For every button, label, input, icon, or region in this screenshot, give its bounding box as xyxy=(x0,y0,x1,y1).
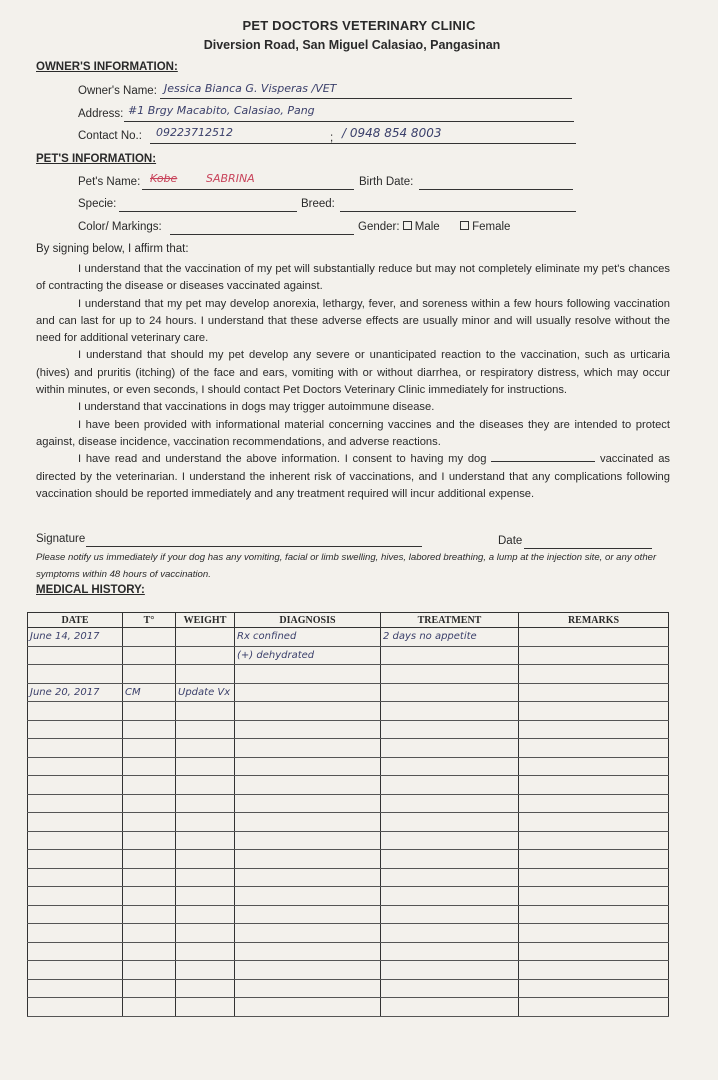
cell-date[interactable]: June 14, 2017 xyxy=(28,628,123,647)
cell-temperature[interactable] xyxy=(123,905,176,924)
cell-weight[interactable] xyxy=(176,646,235,665)
pet-name-value[interactable]: SABRINA xyxy=(206,172,255,185)
table-row xyxy=(28,646,669,665)
cell-remarks[interactable] xyxy=(519,850,669,869)
table-row xyxy=(28,905,669,924)
cell-weight[interactable] xyxy=(176,979,235,998)
col-date: DATE xyxy=(28,613,123,628)
pet-name-struck: Kobe xyxy=(150,172,178,185)
gender-label: Gender: xyxy=(358,221,400,233)
cell-treatment[interactable]: 2 days no appetite xyxy=(381,628,519,647)
consent-p1: I understand that the vaccination of my pet will substantially reduce but may not completely eliminate my pet's chances of contracting the disease or diseases vaccinated against. xyxy=(36,263,670,293)
cell-remarks[interactable] xyxy=(519,998,669,1017)
owner-name-line xyxy=(160,98,572,99)
cell-date[interactable] xyxy=(28,665,123,684)
cell-diagnosis[interactable]: (+) dehydrated xyxy=(235,646,381,665)
cell-remarks[interactable] xyxy=(519,757,669,776)
contact-label: Contact No.: xyxy=(78,130,142,142)
cell-weight[interactable] xyxy=(176,628,235,647)
cell-date[interactable] xyxy=(28,646,123,665)
cell-remarks[interactable] xyxy=(519,646,669,665)
cell-temperature[interactable] xyxy=(123,720,176,739)
cell-remarks[interactable] xyxy=(519,831,669,850)
color-label: Color/ Markings: xyxy=(78,221,162,233)
cell-weight[interactable] xyxy=(176,720,235,739)
cell-treatment[interactable] xyxy=(381,850,519,869)
consent-p3: I understand that should my pet develop any severe or unanticipated reaction to the vaccination, such as urticaria (hives) and pruritis (itching) of the face and ears, vomiting with or without diarrhea, or respiratory distress, which may occur within minutes, or even seconds, I should contact Pet Doctors Veterinary Clinic immediately for instructions. xyxy=(36,349,670,397)
cell-weight[interactable] xyxy=(176,739,235,758)
cell-diagnosis[interactable] xyxy=(235,924,381,943)
cell-remarks[interactable] xyxy=(519,924,669,943)
cell-treatment[interactable] xyxy=(381,757,519,776)
cell-temperature[interactable] xyxy=(123,961,176,980)
dog-name-line[interactable] xyxy=(491,451,595,462)
cell-diagnosis[interactable] xyxy=(235,887,381,906)
cell-date[interactable] xyxy=(28,850,123,869)
consent-p5: I have been provided with informational material concerning vaccines and the diseases they are intended to protect against, disease incidence, vaccination recommendations, and adverse reactions. xyxy=(36,418,670,448)
cell-treatment[interactable] xyxy=(381,776,519,795)
pet-name-label: Pet's Name: xyxy=(78,176,141,188)
cell-remarks[interactable] xyxy=(519,868,669,887)
color-line[interactable] xyxy=(170,234,354,235)
table-row xyxy=(28,702,669,721)
pet-name-line xyxy=(142,189,354,190)
consent-p6c: as directed by the veterinarian. I understand the inherent risk of vaccinations, and I understand that any complications following vaccination should be reported immediately and any treatment required will incur additional expense. xyxy=(36,453,671,500)
clinic-name: PET DOCTORS VETERINARY CLINIC xyxy=(242,18,476,33)
table-row xyxy=(28,794,669,813)
cell-weight[interactable] xyxy=(176,702,235,721)
contact-value-1[interactable]: 09223712512 xyxy=(156,126,233,139)
cell-treatment[interactable] xyxy=(381,924,519,943)
cell-diagnosis[interactable] xyxy=(235,683,381,702)
table-row xyxy=(28,961,669,980)
cell-diagnosis[interactable] xyxy=(235,868,381,887)
cell-temperature[interactable] xyxy=(123,757,176,776)
breed-line[interactable] xyxy=(340,211,576,212)
cell-remarks[interactable] xyxy=(519,942,669,961)
gender-group xyxy=(358,221,510,233)
specie-line[interactable] xyxy=(119,211,297,212)
table-row xyxy=(28,776,669,795)
cell-date[interactable] xyxy=(28,905,123,924)
col-weight: WEIGHT xyxy=(176,613,235,628)
cell-remarks[interactable] xyxy=(519,720,669,739)
cell-treatment[interactable] xyxy=(381,868,519,887)
cell-date[interactable] xyxy=(28,868,123,887)
table-row xyxy=(28,720,669,739)
consent-p2: I understand that my pet may develop anorexia, lethargy, fever, and soreness within a few hours following vaccination and can last for up to 24 hours. I understand that these adverse effects are usually minor and will usually resolve without the need for additional veterinary care. xyxy=(36,297,670,345)
owner-name-label: Owner's Name: xyxy=(78,85,157,97)
cell-remarks[interactable] xyxy=(519,961,669,980)
cell-treatment[interactable] xyxy=(381,887,519,906)
cell-diagnosis[interactable] xyxy=(235,702,381,721)
cell-treatment[interactable] xyxy=(381,813,519,832)
cell-temperature[interactable] xyxy=(123,887,176,906)
cell-weight[interactable] xyxy=(176,813,235,832)
cell-date[interactable] xyxy=(28,776,123,795)
cell-temperature[interactable] xyxy=(123,665,176,684)
col-treatment: TREATMENT xyxy=(381,613,519,628)
table-row xyxy=(28,868,669,887)
cell-diagnosis[interactable] xyxy=(235,905,381,924)
cell-diagnosis[interactable] xyxy=(235,776,381,795)
signature-label: Signature xyxy=(36,533,86,545)
cell-diagnosis[interactable] xyxy=(235,961,381,980)
cell-weight[interactable] xyxy=(176,850,235,869)
table-row xyxy=(28,683,669,702)
birth-date-line[interactable] xyxy=(419,189,573,190)
cell-treatment[interactable] xyxy=(381,646,519,665)
cell-remarks[interactable] xyxy=(519,628,669,647)
cell-temperature[interactable] xyxy=(123,628,176,647)
table-row xyxy=(28,887,669,906)
cell-temperature[interactable] xyxy=(123,998,176,1017)
cell-diagnosis[interactable] xyxy=(235,979,381,998)
cell-diagnosis[interactable] xyxy=(235,665,381,684)
cell-weight[interactable] xyxy=(176,998,235,1017)
cell-diagnosis[interactable] xyxy=(235,831,381,850)
breed-label: Breed: xyxy=(301,198,335,210)
cell-treatment[interactable] xyxy=(381,720,519,739)
cell-weight[interactable] xyxy=(176,757,235,776)
table-row xyxy=(28,757,669,776)
table-row xyxy=(28,998,669,1017)
cell-treatment[interactable] xyxy=(381,794,519,813)
cell-date[interactable] xyxy=(28,794,123,813)
col-remarks: REMARKS xyxy=(519,613,669,628)
cell-diagnosis[interactable] xyxy=(235,739,381,758)
cell-treatment[interactable] xyxy=(381,831,519,850)
table-row xyxy=(28,665,669,684)
cell-treatment[interactable] xyxy=(381,702,519,721)
contact-separator: ; xyxy=(330,132,334,144)
cell-temperature[interactable] xyxy=(123,813,176,832)
female-label: Female xyxy=(472,221,511,233)
female-checkbox[interactable] xyxy=(460,221,469,230)
cell-temperature[interactable] xyxy=(123,942,176,961)
table-row xyxy=(28,979,669,998)
cell-temperature[interactable] xyxy=(123,776,176,795)
medical-history-table xyxy=(27,612,669,1017)
cell-temperature[interactable] xyxy=(123,646,176,665)
table-row xyxy=(28,850,669,869)
cell-remarks[interactable] xyxy=(519,776,669,795)
col-diagnosis: DIAGNOSIS xyxy=(235,613,381,628)
cell-temperature[interactable] xyxy=(123,868,176,887)
cell-weight[interactable] xyxy=(176,831,235,850)
cell-temperature[interactable] xyxy=(123,794,176,813)
cell-treatment[interactable] xyxy=(381,942,519,961)
address-value[interactable]: #1 Brgy Macabito, Calasiao, Pang xyxy=(128,104,315,117)
cell-treatment[interactable] xyxy=(381,905,519,924)
cell-date[interactable] xyxy=(28,961,123,980)
consent-p6 xyxy=(36,451,670,503)
cell-date[interactable] xyxy=(28,979,123,998)
cell-remarks[interactable] xyxy=(519,813,669,832)
cell-date[interactable] xyxy=(28,813,123,832)
table-row xyxy=(28,628,669,647)
cell-diagnosis[interactable] xyxy=(235,942,381,961)
cell-temperature[interactable] xyxy=(123,739,176,758)
male-label: Male xyxy=(414,221,440,233)
table-header-row xyxy=(28,613,669,628)
contact-line xyxy=(150,143,576,144)
cell-treatment[interactable] xyxy=(381,665,519,684)
cell-weight[interactable] xyxy=(176,794,235,813)
cell-temperature[interactable] xyxy=(123,850,176,869)
owner-name-value[interactable]: Jessica Bianca G. Visperas /VET xyxy=(164,82,337,95)
table-row xyxy=(28,942,669,961)
cell-treatment[interactable] xyxy=(381,979,519,998)
table-row xyxy=(28,739,669,758)
medical-section-title: MEDICAL HISTORY: xyxy=(36,584,145,596)
cell-remarks[interactable] xyxy=(519,887,669,906)
cell-treatment[interactable] xyxy=(381,683,519,702)
cell-date[interactable] xyxy=(28,887,123,906)
owner-section-title: OWNER'S INFORMATION: xyxy=(36,61,178,73)
cell-diagnosis[interactable] xyxy=(235,757,381,776)
cell-date[interactable] xyxy=(28,942,123,961)
cell-weight[interactable] xyxy=(176,924,235,943)
address-line xyxy=(124,121,574,122)
cell-remarks[interactable] xyxy=(519,665,669,684)
cell-date[interactable]: June 20, 2017 xyxy=(28,683,123,702)
cell-diagnosis[interactable] xyxy=(235,850,381,869)
table-row xyxy=(28,813,669,832)
cell-remarks[interactable] xyxy=(519,683,669,702)
specie-label: Specie: xyxy=(78,198,117,210)
cell-temperature[interactable] xyxy=(123,831,176,850)
cell-treatment[interactable] xyxy=(381,739,519,758)
consent-p6b: vaccinated xyxy=(599,453,654,466)
cell-date[interactable] xyxy=(28,757,123,776)
cell-date[interactable] xyxy=(28,720,123,739)
cell-date[interactable] xyxy=(28,702,123,721)
cell-weight[interactable] xyxy=(176,776,235,795)
cell-date[interactable] xyxy=(28,831,123,850)
col-temperature: T° xyxy=(123,613,176,628)
clinic-address: Diversion Road, San Miguel Calasiao, Pangasinan xyxy=(203,38,501,52)
cell-diagnosis[interactable] xyxy=(235,998,381,1017)
cell-date[interactable] xyxy=(28,998,123,1017)
pet-section-title: PET'S INFORMATION: xyxy=(36,153,157,165)
cell-diagnosis[interactable] xyxy=(235,794,381,813)
cell-date[interactable] xyxy=(28,739,123,758)
cell-temperature[interactable]: CM xyxy=(123,683,176,702)
signature-line[interactable] xyxy=(86,546,422,547)
consent-paragraphs xyxy=(36,261,670,503)
cell-temperature[interactable] xyxy=(123,702,176,721)
cell-diagnosis[interactable] xyxy=(235,813,381,832)
cell-diagnosis[interactable] xyxy=(235,720,381,739)
cell-weight[interactable] xyxy=(176,905,235,924)
male-checkbox[interactable] xyxy=(403,221,412,230)
date-label: Date xyxy=(498,535,523,547)
cell-date[interactable] xyxy=(28,924,123,943)
cell-weight[interactable] xyxy=(176,868,235,887)
cell-weight[interactable] xyxy=(176,665,235,684)
cell-remarks[interactable] xyxy=(519,702,669,721)
cell-weight[interactable]: Update Vx xyxy=(176,683,235,702)
cell-remarks[interactable] xyxy=(519,979,669,998)
cell-treatment[interactable] xyxy=(381,961,519,980)
cell-remarks[interactable] xyxy=(519,739,669,758)
cell-weight[interactable] xyxy=(176,887,235,906)
table-row xyxy=(28,924,669,943)
cell-remarks[interactable] xyxy=(519,905,669,924)
contact-value-2[interactable]: / 0948 854 8003 xyxy=(342,126,442,140)
birth-date-label: Birth Date: xyxy=(359,176,414,188)
cell-temperature[interactable] xyxy=(123,924,176,943)
cell-diagnosis[interactable]: Rx confined xyxy=(235,628,381,647)
cell-weight[interactable] xyxy=(176,961,235,980)
consent-p4: I understand that vaccinations in dogs may trigger autoimmune disease. xyxy=(78,401,435,414)
consent-intro: By signing below, I affirm that: xyxy=(36,243,189,255)
address-label: Address: xyxy=(78,108,124,120)
cell-weight[interactable] xyxy=(176,942,235,961)
cell-remarks[interactable] xyxy=(519,794,669,813)
cell-temperature[interactable] xyxy=(123,979,176,998)
table-row xyxy=(28,831,669,850)
consent-p6a: I have read and understand the above information. I consent to having my dog xyxy=(78,453,487,466)
notify-note: Please notify us immediately if your dog has any vomiting, facial or limb swelling, hives, labored breathing, a lump at the injection site, or any other symptoms within 48 hours of vaccination. xyxy=(36,552,657,580)
cell-treatment[interactable] xyxy=(381,998,519,1017)
medical-history-body xyxy=(28,628,669,1017)
